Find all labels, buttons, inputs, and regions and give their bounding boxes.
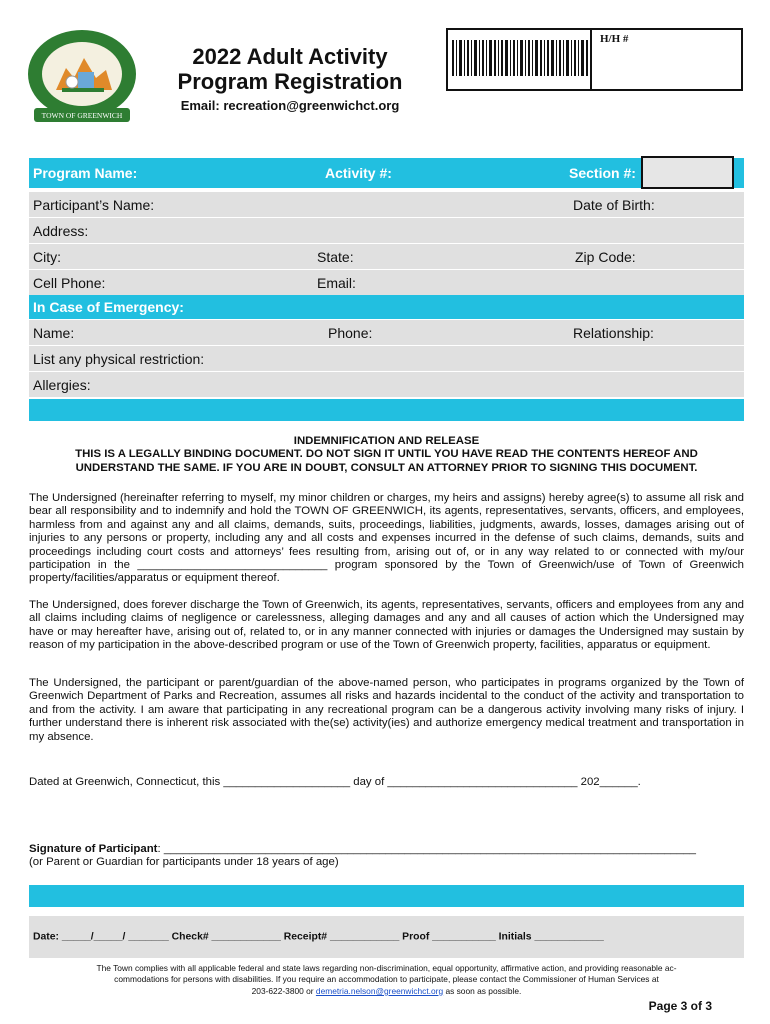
page-number: Page 3 of 3: [648, 999, 712, 1013]
zip-code-label: Zip Code:: [575, 248, 636, 265]
date-of-birth-label: Date of Birth:: [573, 196, 655, 213]
compliance-line-3: [29, 985, 744, 997]
emergency-contact-row[interactable]: [29, 320, 744, 345]
signature-label: Signature of Participant: [29, 843, 158, 855]
section-number-field[interactable]: [641, 156, 734, 189]
household-number-label: H/H #: [600, 33, 629, 45]
release-warning-line-2: UNDERSTAND THE SAME. IF YOU ARE IN DOUBT, CONSULT AN ATTORNEY PRIOR TO SIGNING THIS DOCUMENT.: [75, 462, 698, 474]
office-use-fields: Date: _____/_____/ _______ Check# ____________ Receipt# ____________ Proof ___________ Initials ____________: [33, 931, 604, 943]
office-use-row: [29, 916, 744, 958]
participant-name-label: Participant’s Name:: [33, 196, 155, 213]
emergency-heading: In Case of Emergency:: [33, 299, 184, 315]
contact-email: Email: recreation@greenwichct.org: [180, 98, 400, 113]
relationship-label: Relationship:: [573, 324, 654, 341]
barcode: [452, 40, 590, 76]
dated-line[interactable]: Dated at Greenwich, Connecticut, this ____________________ day of ______________________________ 202______.: [29, 776, 641, 788]
program-row: [29, 158, 744, 188]
office-use-bar: [29, 885, 744, 907]
participant-row[interactable]: [29, 192, 744, 217]
parks-recreation-logo: [26, 28, 138, 124]
commissioner-email-link[interactable]: demetria.nelson@greenwichct.org: [315, 986, 444, 996]
city-row[interactable]: [29, 244, 744, 269]
compliance-tail: as soon as possible.: [443, 986, 522, 996]
allergies-row[interactable]: [29, 372, 744, 397]
release-paragraph-3: The Undersigned, the participant or parent/guardian of the above-named person, who participates in programs organized by the Town of Greenwich Department of Parks and Recreation, assumes all risks and hazards incidental to the conduct of the activity and transportation to and from the activity. I am aware that participating in any recreational program can be a dangerous activity involving many risks of injury. I further understand there is inherent risk associated with the(se) activity(ies) and authorize emergency medical treatment and transportation in my absence.: [29, 677, 744, 743]
signature-blank: : ____________________________________________________________________________________: [157, 843, 696, 855]
signature-line[interactable]: [29, 843, 744, 856]
release-warning-line-1: THIS IS A LEGALLY BINDING DOCUMENT. DO NOT SIGN IT UNTIL YOU HAVE READ THE CONTENTS HEREOF AND: [75, 448, 698, 460]
signature-note: (or Parent or Guardian for participants under 18 years of age): [29, 856, 339, 868]
section-number-label: Section #:: [569, 165, 636, 181]
program-name-label: Program Name:: [33, 165, 138, 181]
city-label: City:: [33, 248, 61, 265]
address-label: Address:: [33, 222, 89, 239]
logo-text: TOWN OF GREENWICH: [41, 111, 123, 120]
page-title: [160, 44, 420, 94]
allergies-label: Allergies:: [33, 376, 91, 393]
compliance-line-2: commodations for persons with disabilities. If you require an accommodation to participate, please contact the Commissioner of Human Services at: [114, 974, 659, 984]
phone-row[interactable]: [29, 270, 744, 295]
state-label: State:: [317, 248, 354, 265]
physical-restriction-label: List any physical restriction:: [33, 350, 205, 367]
release-heading: INDEMNIFICATION AND RELEASE: [293, 435, 480, 447]
title-line-1: 2022 Adult Activity: [192, 44, 388, 69]
cell-phone-label: Cell Phone:: [33, 274, 106, 291]
barcode-divider: [590, 28, 592, 91]
emergency-phone-label: Phone:: [328, 324, 373, 341]
emergency-heading-row: [29, 295, 744, 319]
release-paragraph-1: The Undersigned (hereinafter referring to myself, my minor children or charges, my heirs and assigns) hereby agree(s) to assume all risk and bear all responsibility and to indemnify and hold the TOWN OF GREENWICH, its agents, representatives, servants, officers, and employees, harmless from and against any and all claims, demands, suits, proceedings, liabilities, judgments, awards, losses, damages arising out of injuries to any persons or property, including any and all costs and expenses incurred in the defense of such claims, demands, suits and proceedings including court costs and attorneys’ fees resulting from, arising out of, or in any way related to or connected with my/our participation in the ______________________________ program sponsored by the Town of Greenwich/use of Town of Greenwich property/facilities/apparatus or equipment thereof.: [29, 492, 744, 585]
activity-number-label: Activity #:: [325, 165, 392, 181]
address-row[interactable]: [29, 218, 744, 243]
compliance-line-1: The Town complies with all applicable federal and state laws regarding non-discrimination, equal opportunity, affirmative action, and providing reasonable ac-: [96, 963, 677, 973]
emergency-name-label: Name:: [33, 324, 75, 341]
restriction-row[interactable]: [29, 346, 744, 371]
commissioner-phone: 203-622-3800 or: [251, 986, 316, 996]
form-footer-bar: [29, 399, 744, 421]
email-label: Email:: [317, 274, 356, 291]
title-line-2: Program Registration: [177, 69, 403, 94]
release-paragraph-2: The Undersigned, does forever discharge the Town of Greenwich, its agents, representatives, servants, officers and employees from any and all claims including claims of negligence or carelessness, alleging damages and any and all causes of action which the Undersigned may have or may hereafter have, arising out of, related to, or in any manner connected with injuries or damages the Undersigned may sustain by reason of my participation in the above-described program or use of the Town of Greenwich property, facilities, apparatus or equipment.: [29, 599, 744, 652]
